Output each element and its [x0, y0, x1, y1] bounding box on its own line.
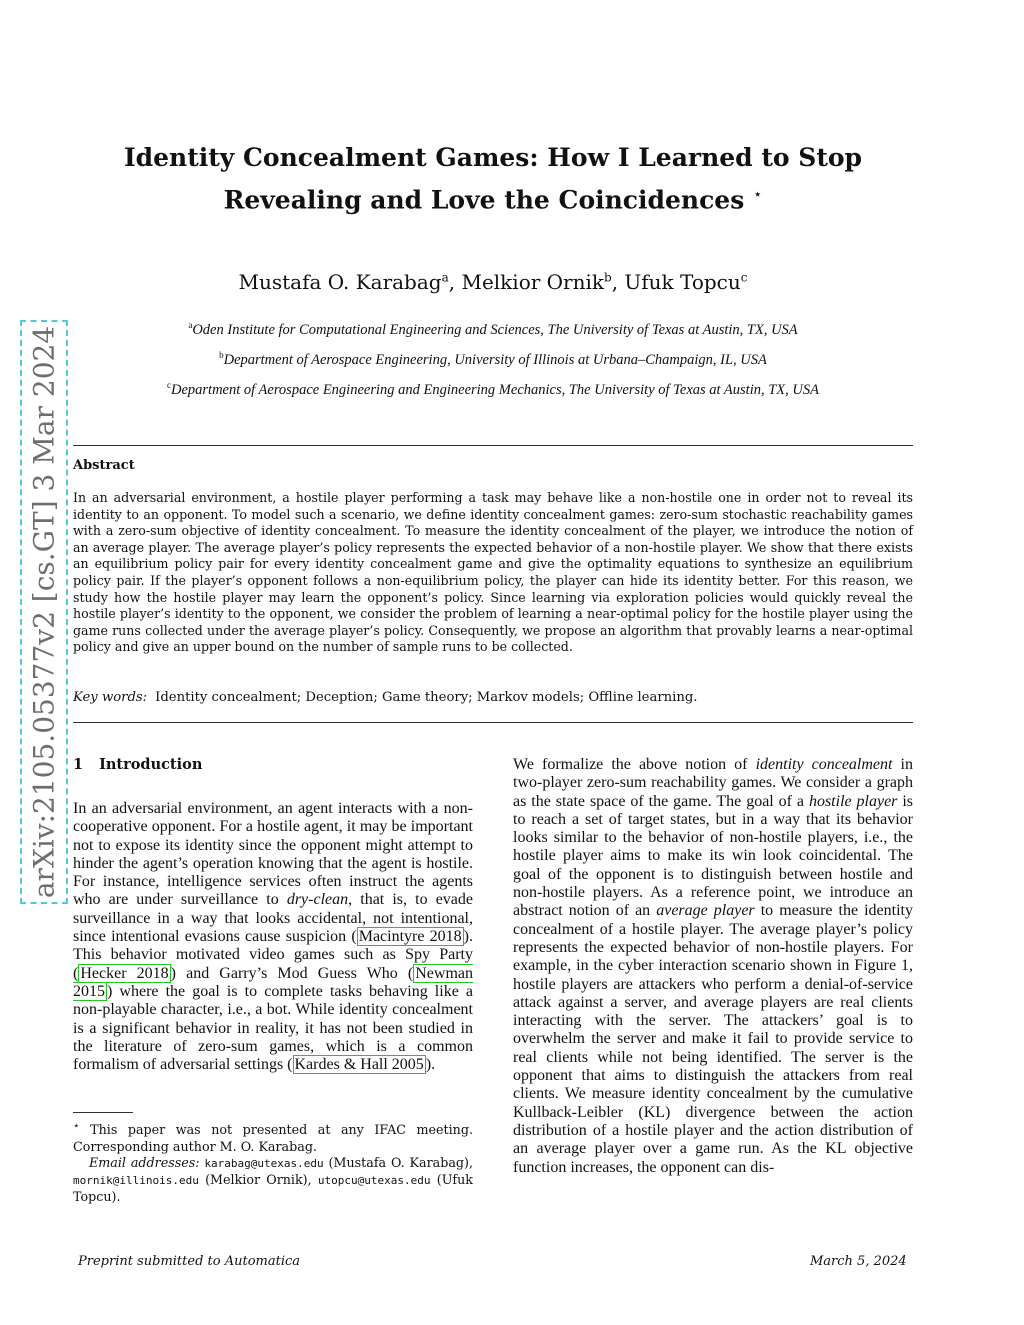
email-topcu[interactable]: utopcu@utexas.edu — [317, 1174, 431, 1188]
abstract-body: In an adversarial environment, a hostile player performing a task may behave like a non-hostile one in order not to reveal its identity to an opponent. To model such a scenario, we define identity concealment games: zero-sum stochastic reachability games with a zero-sum objective of identity concealment. To measure the identity concealment of the player, we introduce the notion of an average player. The average player’s policy represents the expected behavior of a non-hostile player. We show that there exists an equilibrium policy pair for every identity concealment game and give the optimality equations to synthesize an equilibrium policy pair. If the player’s opponent follows a non-equilibrium policy, the player can hide its identity better. For this reason, we study how the hostile player may learn the opponent’s policy. Since learning via exploration policies would quickly reveal the hostile player’s identity to the opponent, we consider the problem of learning a near-optimal policy for the hostile player using the game runs collected under the average player’s policy. Consequently, we propose an algorithm that provably learns a near-optimal policy and give an upper bound on the number of sample runs to be collected. — [73, 490, 913, 655]
keywords-label: Key words: — [73, 690, 148, 705]
footer-preprint: Preprint submitted to Automatica — [78, 1254, 301, 1269]
affiliation-a: $^a$Oden Institute for Computational Engineering and Sciences, The University of Texas at Austin, TX, USA — [188, 320, 798, 338]
footnote-rule — [73, 1112, 133, 1113]
intro-paragraph-2: We formalize the above notion of identity concealment in two-player zero-sum reachability games. We consider a graph as the state space of the game. The goal of a hostile player is to reach a set of target states, but in a way that its behavior looks similar to the behavior of non-hostile players, i.e., the hostile player aims to make its win look coincidental. The goal of the opponent is to distinguish between hostile and non-hostile players. As a reference point, we introduce an abstract notion of an average player to measure the identity concealment of a hostile player. The average player’s policy represents the expected behavior of non-hostile players. For example, in the cyber interaction scenario shown in Figure 1, hostile players are attackers who perform a denial-of-service attack against a server, and average players are real clients interacting with the server. The attackers’ goal is to overwhelm the server and make it fail to provide service to real clients while not being identified. The server is the opponent that aims to distinguish the attackers from real clients. We measure identity concealment by the cumulative Kullback-Leibler (KL) divergence between the action distribution of a hostile player and the action distribution of an average player over a game run. As the KL objective function increases, the opponent can dis- — [513, 756, 914, 1176]
citation-hecker[interactable]: Hecker 2018 — [80, 964, 169, 982]
title-line-2: Revealing and Love the Coincidences ⋆ — [223, 185, 763, 215]
keywords — [73, 690, 913, 705]
paper-title — [100, 140, 886, 218]
email-karabag[interactable]: karabag@utexas.edu — [204, 1156, 324, 1170]
intro-paragraph-1: In an adversarial environment, an agent interacts with a non-cooperative opponent. For a hostile agent, it may be important not to expose its identity since the opponent might attempt to hinder the agent’s operation knowing that the agent is hostile. For instance, intelligence services often instruct the agents who are under surveillance to dry-clean, that is, to evade surveillance in a way that looks accidental, not intentional, since intentional evasions cause suspicion ( Macintyre 2018 ). This behavior motivated video games such as Spy Party ( Hecker 2018 ) and Garry’s Mod Guess Who ( Newman 2015 ) where the goal is to complete tasks behaving like a non-playable character, i.e., a bot. While identity concealment is a significant behavior in reality, it has not been studied in the literature of zero-sum games, which is a common formalism of adversarial settings ( Kardes & Hall 2005 ). — [73, 800, 474, 1074]
intro-left-column — [73, 800, 473, 1074]
affiliation-b: $^b$Department of Aerospace Engineering, University of Illinois at Urbana–Champaign, IL, USA — [219, 350, 767, 368]
authors: Mustafa O. Karabag$^a$, Melkior Ornik$^b$, Ufuk Topcu$^c$ — [238, 270, 748, 294]
intro-right-column — [513, 756, 913, 1177]
title-star: ⋆ — [753, 185, 763, 203]
author-3: Ufuk Topcu — [624, 270, 741, 294]
author-2: Melkior Ornik — [461, 270, 605, 294]
affiliation-c: $^c$Department of Aerospace Engineering and Engineering Mechanics, The University of Texas at Austin, TX, USA — [167, 380, 819, 398]
citation-kardes-hall[interactable]: Kardes & Hall 2005 — [294, 1056, 424, 1074]
divider-top — [73, 445, 913, 446]
footnote-1: ⋆ This paper was not presented at any IFAC meeting. Corresponding author M. O. Karabag. — [73, 1120, 473, 1154]
email-ornik[interactable]: mornik@illinois.edu — [73, 1174, 199, 1188]
title-line-1: Identity Concealment Games: How I Learned to Stop — [123, 143, 863, 172]
footer-date: March 5, 2024 — [810, 1254, 907, 1269]
footnotes — [73, 1118, 473, 1206]
arxiv-stamp — [20, 320, 68, 904]
citation-macintyre[interactable]: Macintyre 2018 — [358, 928, 462, 946]
divider-bottom — [73, 722, 913, 723]
arxiv-stamp-text: arXiv:2105.05377v2 [cs.GT] 3 Mar 2024 — [27, 325, 61, 899]
author-1: Mustafa O. Karabag — [238, 270, 442, 294]
footnote-emails: Email addresses: karabag@utexas.edu (Mustafa O. Karabag), mornik@illinois.edu (Melkior Ornik), utopcu@utexas.edu (Ufuk Topcu). — [73, 1154, 473, 1205]
section-heading-introduction: 1 Introduction — [73, 756, 203, 773]
abstract-heading: Abstract — [73, 458, 135, 473]
keywords-text: Identity concealment; Deception; Game theory; Markov models; Offline learning. — [155, 690, 698, 705]
citation-newman[interactable]: Newman 2015 — [73, 964, 474, 1000]
